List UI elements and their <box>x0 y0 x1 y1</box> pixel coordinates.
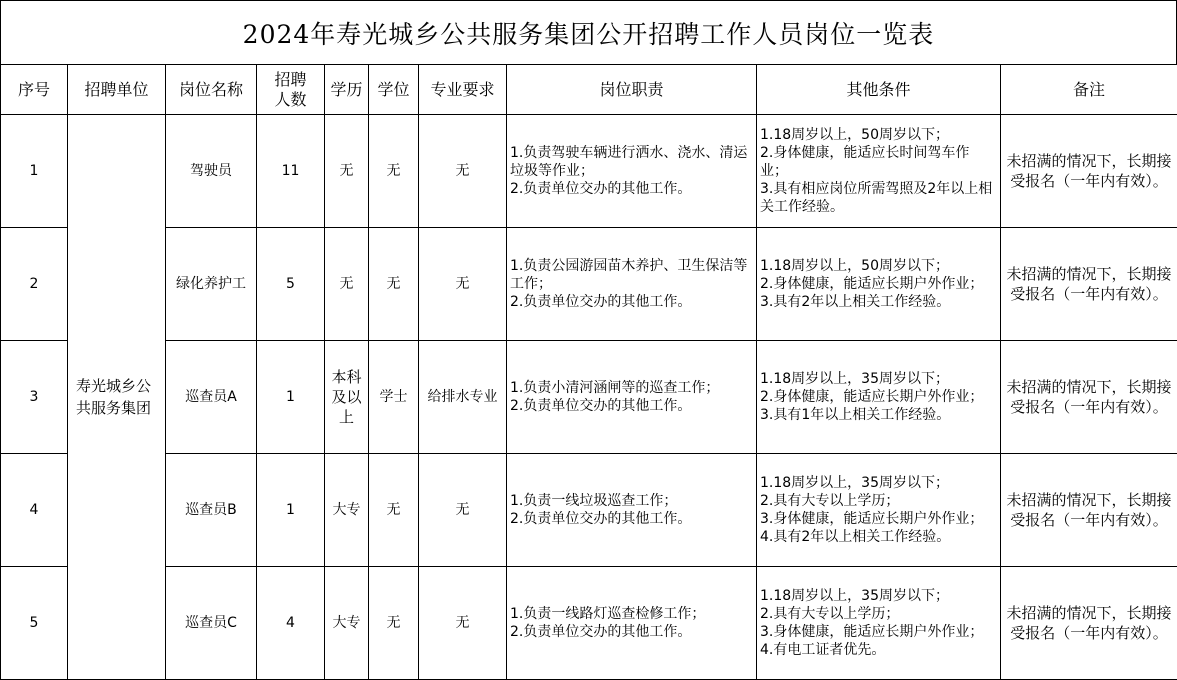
condition-line: 3.身体健康，能适应长期户外作业； <box>760 623 997 641</box>
header-remark: 备注 <box>1001 65 1177 115</box>
cell-other <box>757 567 1001 680</box>
condition-line: 3.具有相应岗位所需驾照及2年以上相关工作经验。 <box>760 180 997 216</box>
header-other: 其他条件 <box>757 65 1001 115</box>
duty-line: 1.负责小清河涵闸等的巡查工作； <box>510 379 753 397</box>
cell-duty <box>507 567 757 680</box>
cell-duty <box>507 115 757 228</box>
cell-education: 无 <box>325 228 369 341</box>
cell-seq: 4 <box>1 454 68 567</box>
condition-line: 3.身体健康，能适应长期户外作业； <box>760 510 997 528</box>
cell-degree: 无 <box>369 115 419 228</box>
header-count <box>257 65 325 115</box>
cell-degree: 无 <box>369 228 419 341</box>
cell-major: 无 <box>419 454 507 567</box>
duty-line: 2.负责单位交办的其他工作。 <box>510 397 753 415</box>
cell-education: 大专 <box>325 567 369 680</box>
condition-line: 4.具有2年以上相关工作经验。 <box>760 528 997 546</box>
cell-seq: 1 <box>1 115 68 228</box>
table-row <box>1 454 1177 567</box>
cell-post: 驾驶员 <box>166 115 257 228</box>
table-row <box>1 115 1177 228</box>
table-row <box>1 341 1177 454</box>
cell-education: 无 <box>325 115 369 228</box>
cell-other <box>757 454 1001 567</box>
condition-line: 4.有电工证者优先。 <box>760 641 997 659</box>
cell-degree: 无 <box>369 567 419 680</box>
condition-line: 1.18周岁以上，35周岁以下； <box>760 370 997 388</box>
cell-post: 绿化养护工 <box>166 228 257 341</box>
cell-seq: 3 <box>1 341 68 454</box>
cell-other <box>757 228 1001 341</box>
header-count-line1: 招聘 <box>260 70 321 90</box>
condition-line: 1.18周岁以上，50周岁以下； <box>760 126 997 144</box>
cell-remark: 未招满的情况下，长期接受报名（一年内有效）。 <box>1001 115 1177 228</box>
positions-table <box>0 64 1177 680</box>
duty-line: 1.负责一线路灯巡查检修工作； <box>510 605 753 623</box>
cell-major: 无 <box>419 115 507 228</box>
condition-line: 3.具有1年以上相关工作经验。 <box>760 406 997 424</box>
duty-line: 2.负责单位交办的其他工作。 <box>510 510 753 528</box>
cell-count: 5 <box>257 228 325 341</box>
cell-degree: 无 <box>369 454 419 567</box>
cell-remark: 未招满的情况下，长期接受报名（一年内有效）。 <box>1001 567 1177 680</box>
cell-major: 给排水专业 <box>419 341 507 454</box>
header-post: 岗位名称 <box>166 65 257 115</box>
cell-count: 1 <box>257 341 325 454</box>
duty-line: 2.负责单位交办的其他工作。 <box>510 180 753 198</box>
condition-line: 2.具有大专以上学历； <box>760 605 997 623</box>
cell-post: 巡查员A <box>166 341 257 454</box>
cell-seq: 5 <box>1 567 68 680</box>
condition-line: 2.身体健康，能适应长期户外作业； <box>760 388 997 406</box>
duty-line: 1.负责驾驶车辆进行洒水、浇水、清运垃圾等作业； <box>510 144 753 180</box>
condition-line: 2.身体健康，能适应长时间驾车作业； <box>760 144 997 180</box>
cell-other <box>757 341 1001 454</box>
condition-line: 3.具有2年以上相关工作经验。 <box>760 293 997 311</box>
header-count-line2: 人数 <box>260 90 321 110</box>
cell-post: 巡查员C <box>166 567 257 680</box>
header-education: 学历 <box>325 65 369 115</box>
condition-line: 1.18周岁以上，35周岁以下； <box>760 474 997 492</box>
condition-line: 2.身体健康，能适应长期户外作业； <box>760 275 997 293</box>
header-seq: 序号 <box>1 65 68 115</box>
cell-duty <box>507 454 757 567</box>
cell-other <box>757 115 1001 228</box>
cell-major: 无 <box>419 228 507 341</box>
header-duty: 岗位职责 <box>507 65 757 115</box>
condition-line: 1.18周岁以上，50周岁以下； <box>760 257 997 275</box>
cell-remark: 未招满的情况下，长期接受报名（一年内有效）。 <box>1001 228 1177 341</box>
duty-line: 2.负责单位交办的其他工作。 <box>510 293 753 311</box>
header-degree: 学位 <box>369 65 419 115</box>
sheet-title: 2024年寿光城乡公共服务集团公开招聘工作人员岗位一览表 <box>0 0 1177 64</box>
cell-count: 1 <box>257 454 325 567</box>
cell-seq: 2 <box>1 228 68 341</box>
cell-major: 无 <box>419 567 507 680</box>
cell-remark: 未招满的情况下，长期接受报名（一年内有效）。 <box>1001 341 1177 454</box>
condition-line: 2.具有大专以上学历； <box>760 492 997 510</box>
table-row <box>1 228 1177 341</box>
cell-education: 大专 <box>325 454 369 567</box>
duty-line: 1.负责一线垃圾巡查工作； <box>510 492 753 510</box>
cell-duty <box>507 228 757 341</box>
header-unit: 招聘单位 <box>68 65 166 115</box>
cell-post: 巡查员B <box>166 454 257 567</box>
duty-line: 1.负责公园游园苗木养护、卫生保洁等工作； <box>510 257 753 293</box>
header-row <box>1 65 1177 115</box>
table-row <box>1 567 1177 680</box>
cell-count: 11 <box>257 115 325 228</box>
condition-line: 1.18周岁以上，35周岁以下； <box>760 587 997 605</box>
cell-degree: 学士 <box>369 341 419 454</box>
header-major: 专业要求 <box>419 65 507 115</box>
cell-education: 本科及以上 <box>325 341 369 454</box>
cell-unit: 寿光城乡公共服务集团 <box>68 115 166 680</box>
cell-duty <box>507 341 757 454</box>
duty-line: 2.负责单位交办的其他工作。 <box>510 623 753 641</box>
cell-count: 4 <box>257 567 325 680</box>
cell-remark: 未招满的情况下，长期接受报名（一年内有效）。 <box>1001 454 1177 567</box>
